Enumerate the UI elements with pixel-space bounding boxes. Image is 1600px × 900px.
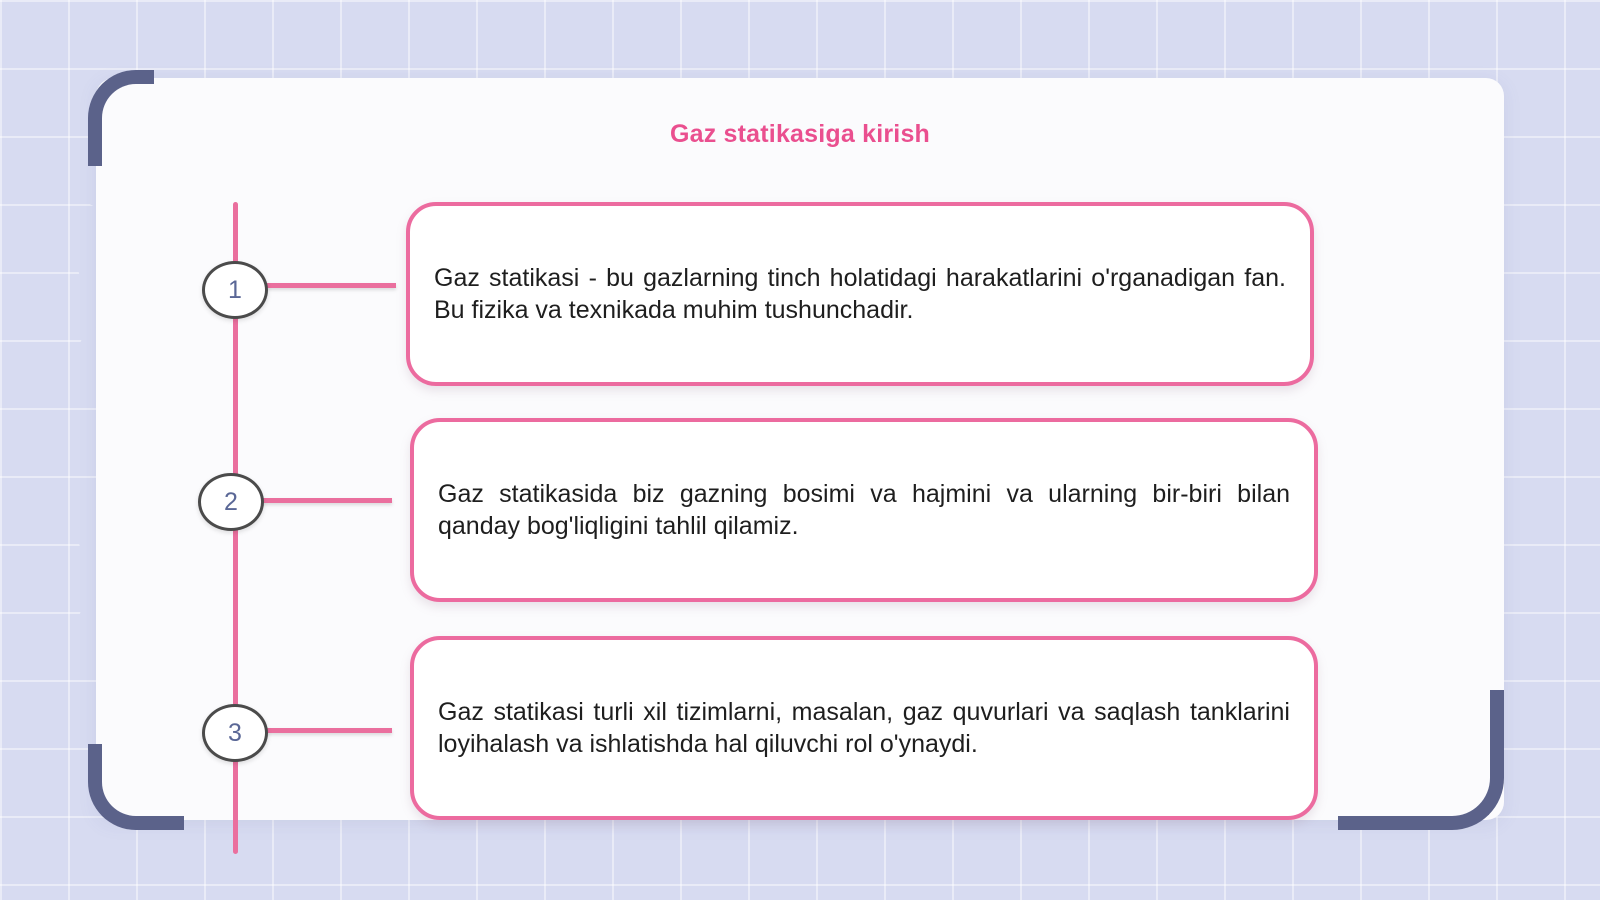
step-text-2: Gaz statikasida biz gazning bosimi va hajmini va ularning bir-biri bilan qanday bog'liqligini tahlil qilamiz. <box>438 480 1290 540</box>
step-number-3: 3 <box>202 704 268 762</box>
step-card-1 <box>406 202 1314 386</box>
timeline-connector-3 <box>264 728 392 733</box>
timeline-connector-2 <box>262 498 392 503</box>
step-number-1: 1 <box>202 261 268 319</box>
slide-title: Gaz statikasiga kirish <box>669 120 931 148</box>
frame-corner-top-left <box>88 70 154 166</box>
frame-corner-bottom-left <box>88 744 184 830</box>
step-number-2: 2 <box>198 473 264 531</box>
step-text-3: Gaz statikasi turli xil tizimlarni, masalan, gaz quvurlari va saqlash tanklarini loyihalash va ishlatishda hal qiluvchi rol o'ynaydi. <box>438 698 1290 758</box>
step-card-3 <box>410 636 1318 820</box>
step-card-2 <box>410 418 1318 602</box>
step-text-1: Gaz statikasi - bu gazlarning tinch holatidagi harakatlarini o'rganadigan fan. Bu fizika va texnikada muhim tushunchadir. <box>434 264 1286 324</box>
timeline-connector-1 <box>264 283 396 288</box>
frame-corner-bottom-right <box>1338 690 1504 830</box>
